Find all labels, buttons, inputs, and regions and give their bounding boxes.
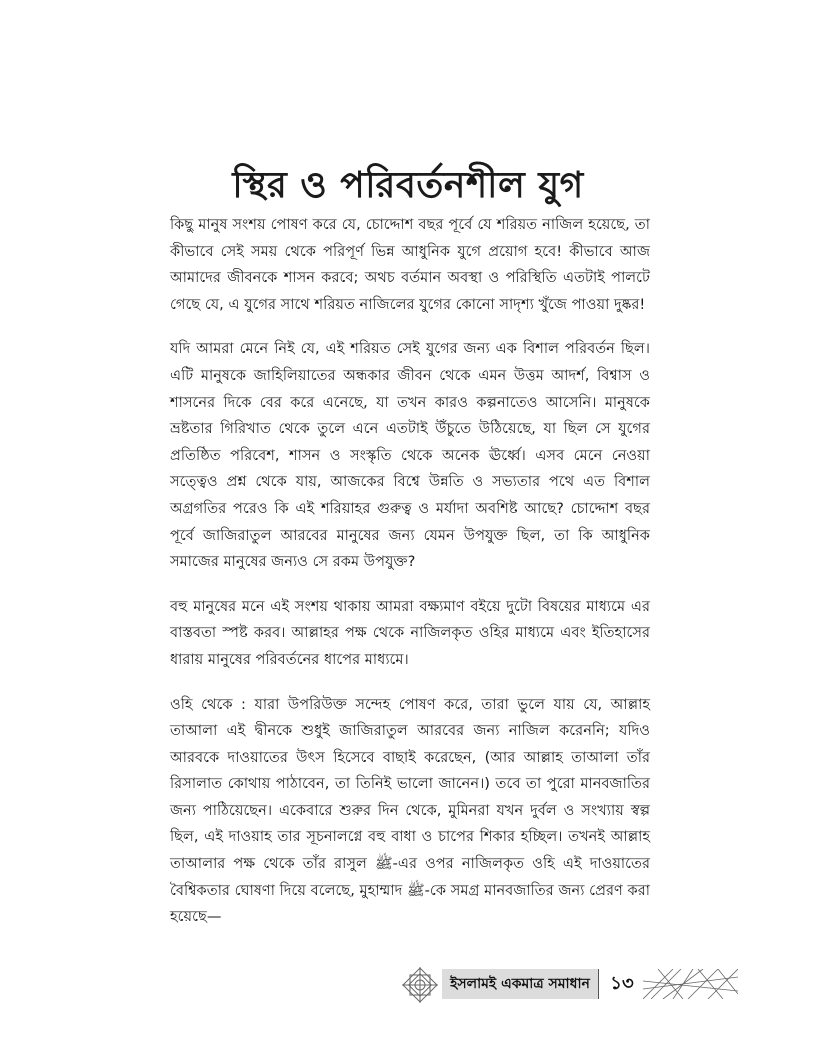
footer-divider (598, 969, 599, 999)
paragraph-1: কিছু মানুষ সংশয় পোষণ করে যে, চোদ্দোশ বছর পূর্বে যে শরিয়ত নাজিল হয়েছে, তা কীভাবে সেই সময় থেকে পরিপূর্ণ ভিন্ন আধুনিক যুগে প্রয়োগ হবে! কীভাবে আজ আমাদের জীবনকে শাসন করবে; অথচ বর্তমান অবস্থা ও পরিস্থিতি এতটাই পালটে গেছে যে, এ যুগের সাথে শরিয়ত নাজিলের যুগের কোনো সাদৃশ্য খুঁজে পাওয়া দুষ্কর! (170, 216, 650, 313)
book-title: ইসলামই একমাত্র সমাধান (442, 969, 598, 999)
hatch-decoration (643, 969, 738, 999)
running-footer (398, 963, 738, 1007)
paragraph-4: ওহি থেকে : যারা উপরিউক্ত সন্দেহ পোষণ করে, তারা ভুলে যায় যে, আল্লাহ তাআলা এই দ্বীনকে শুধুই জাজিরাতুল আরবের জন্য নাজিল করেননি; যদিও আরবকে দাওয়াতের উৎস হিসেবে বাছাই করেছেন, (আর আল্লাহ তাআলা তাঁর রিসালাত কোথায় পাঠাবেন, তা তিনিই ভালো জানেন।) তবে তা পুরো মানবজাতির জন্য পাঠিয়েছেন। একেবারে শুরুর দিন থেকে, মুমিনরা যখন দুর্বল ও সংখ্যায় স্বল্প ছিল, এই দাওয়াহ তার সূচনালগ্নে বহু বাধা ও চাপের শিকার হচ্ছিল। তখনই আল্লাহ তাআলার পক্ষ থেকে তাঁর রাসুল ﷺ-এর ওপর নাজিলকৃত ওহি এই দাওয়াতের বৈশ্বিকতার ঘোষণা দিয়ে বলেছে, মুহাম্মাদ ﷺ-কে সমগ্র মানবজাতির জন্য প্রেরণ করা হয়েছে— (170, 695, 650, 926)
body-text (170, 212, 650, 949)
ornament-icon (398, 963, 442, 1007)
page-number: ১৩ (610, 973, 634, 994)
page-title: স্থির ও পরিবর্তনশীল যুগ (232, 165, 584, 206)
paragraph-3: বহু মানুষের মনে এই সংশয় থাকায় আমরা বক্ষ্যমাণ বইয়ে দুটো বিষয়ের মাধ্যমে এর বাস্তবতা স্পষ্ট করব। আল্লাহর পক্ষ থেকে নাজিলকৃত ওহির মাধ্যমে এবং ইতিহাসের ধারায় মানুষের পরিবর্তনের ধাপের মাধ্যমে। (170, 597, 650, 668)
paragraph-2: যদি আমরা মেনে নিই যে, এই শরিয়ত সেই যুগের জন্য এক বিশাল পরিবর্তন ছিল। এটি মানুষকে জাহিলিয়াতের অন্ধকার জীবন থেকে এমন উত্তম আদর্শ, বিশ্বাস ও শাসনের দিকে বের করে এনেছে, যা তখন কারও কল্পনাতেও আসেনি। মানুষকে ভ্রষ্টতার গিরিখাত থেকে তুলে এনে এতটাই উঁচুতে উঠিয়েছে, যা ছিল সে যুগের প্রতিষ্ঠিত পরিবেশ, শাসন ও সংস্কৃতি থেকে অনেক ঊর্ধ্বে। এসব মেনে নেওয়া সত্ত্বেও প্রশ্ন থেকে যায়, আজকের বিশ্বে উন্নতি ও সভ্যতার পথে এত বিশাল অগ্রগতির পরেও কি এই শরিয়াহর গুরুত্ব ও মর্যাদা অবশিষ্ট আছে? চোদ্দোশ বছর পূর্বে জাজিরাতুল আরবের মানুষের জন্য যেমন উপযুক্ত ছিল, তা কি আধুনিক সমাজের মানুষের জন্যও সে রকম উপযুক্ত? (170, 340, 650, 571)
